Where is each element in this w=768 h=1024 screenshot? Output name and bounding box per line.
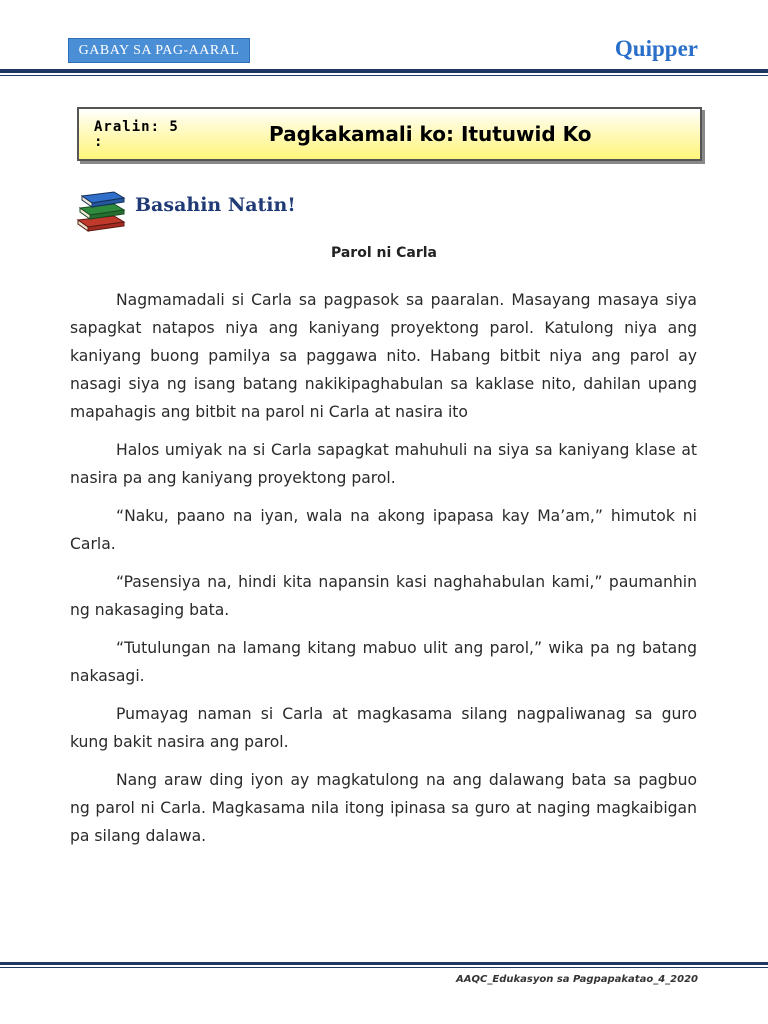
- story-paragraph: Halos umiyak na si Carla sapagkat mahuhuli na siya sa kaniyang klase at nasira pa ang kaniyang proyektong parol.: [70, 441, 697, 487]
- story-paragraph: “Tutulungan na lamang kitang mabuo ulit ang parol,” wika pa ng batang nakasagi.: [70, 639, 697, 685]
- story-body: [70, 286, 697, 860]
- header-divider-thin: [0, 75, 768, 76]
- story-paragraph: Pumayag naman si Carla at magkasama silang nagpaliwanag sa guro kung bakit nasira ang parol.: [70, 705, 697, 751]
- header-divider: [0, 69, 768, 73]
- lesson-title: Pagkakamali ko: Itutuwid Ko: [269, 122, 592, 146]
- brand-logo-text: Quipper: [614, 36, 698, 61]
- lesson-number: Aralin: 5 :: [94, 119, 179, 150]
- story-title: Parol ni Carla: [330, 245, 438, 261]
- footer-course-code: AAQC_Edukasyon sa Pagpapakatao_4_2020: [456, 974, 698, 985]
- header-badge: GABAY SA PAG-AARAL: [68, 38, 250, 63]
- story-paragraph: Nang araw ding iyon ay magkatulong na ang dalawang bata sa pagbuo ng parol ni Carla. Magkasama nila itong ipinasa sa guro at naging magkaibigan pa silang dalawa.: [70, 771, 697, 845]
- footer-divider-thin: [0, 967, 768, 968]
- lesson-banner: [77, 107, 702, 161]
- story-paragraph: “Pasensiya na, hindi kita napansin kasi naghahabulan kami,” paumanhin ng nakasaging bata.: [70, 573, 697, 619]
- section-heading: Basahin Natin!: [135, 194, 296, 216]
- footer-divider: [0, 962, 768, 965]
- story-paragraph: “Naku, paano na iyan, wala na akong ipapasa kay Ma’am,” himutok ni Carla.: [70, 507, 697, 553]
- story-paragraph: Nagmamadali si Carla sa pagpasok sa paaralan. Masayang masaya siya sapagkat natapos niya ang kaniyang proyektong parol. Katulong niya ang kaniyang buong pamilya sa paggawa nito. Habang bitbit niya ang parol ay nasagi siya ng isang batang nakikipaghabulan sa kaklase nito, dahilan upang mapahagis ang bitbit na parol ni Carla at nasira ito: [70, 291, 697, 421]
- books-icon: [74, 186, 128, 232]
